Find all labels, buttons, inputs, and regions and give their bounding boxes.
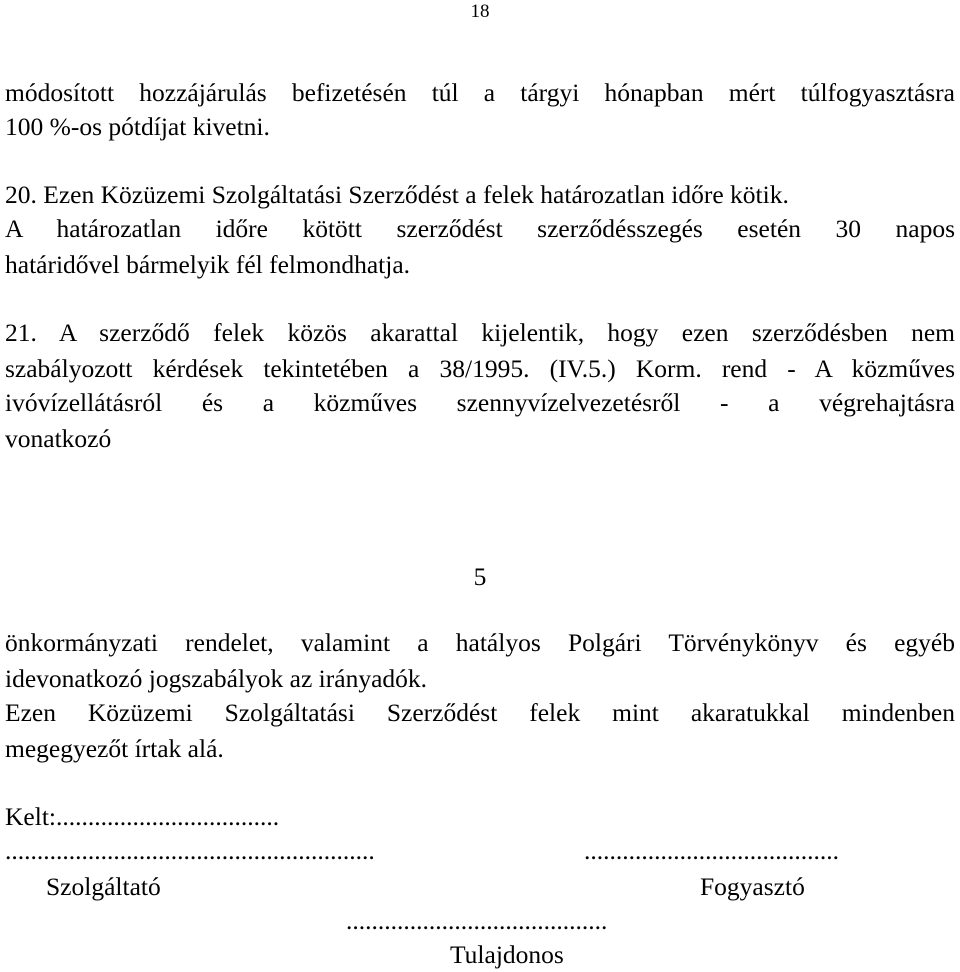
section-20-line: A határozatlan időre kötött szerződést szerződésszegés esetén 30 napos [5,214,955,243]
page-number: 18 [470,1,490,22]
body-text-line: 100 %-os pótdíjat kivetni. [5,112,270,141]
body-text-line: Ezen Közüzemi Szolgáltatási Szerződést felek mint akaratukkal mindenben [5,698,955,727]
section-21-line: 21. A szerződő felek közös akarattal kijelentik, hogy ezen szerződésben nem [5,318,955,347]
signature-line-right: ........................................ [584,836,839,865]
section-21-line: vonatkozó [5,424,112,453]
footnote-mark: 5 [473,562,487,591]
section-21-line: ivóvízellátásról és a közműves szennyvízelvezetésről - a végrehajtásra [5,388,955,417]
body-text-line: módosított hozzájárulás befizetésén túl a tárgyi hónapban mért túlfogyasztásra [5,78,955,107]
section-20-line: 20. Ezen Közüzemi Szolgáltatási Szerződést a felek határozatlan időre kötik. [5,180,789,209]
signature-label-owner: Tulajdonos [450,940,564,969]
body-text-line: önkormányzati rendelet, valamint a hatályos Polgári Törvénykönyv és egyéb [5,628,955,657]
body-text-line: idevonatkozó jogszabályok az irányadók. [5,664,428,693]
signature-line-left: .......................................................... [5,836,375,865]
section-20-line: határidővel bármelyik fél felmondhatja. [5,250,411,279]
signature-label-provider: Szolgáltató [46,872,161,901]
signature-label-consumer: Fogyasztó [700,872,805,901]
date-place-line: Kelt:................................... [5,802,280,831]
section-21-line: szabályozott kérdések tekintetében a 38/1995. (IV.5.) Korm. rend - A közműves [5,354,955,383]
signature-line-owner: ......................................... [346,906,608,935]
body-text-line: megegyezőt írtak alá. [5,734,224,763]
